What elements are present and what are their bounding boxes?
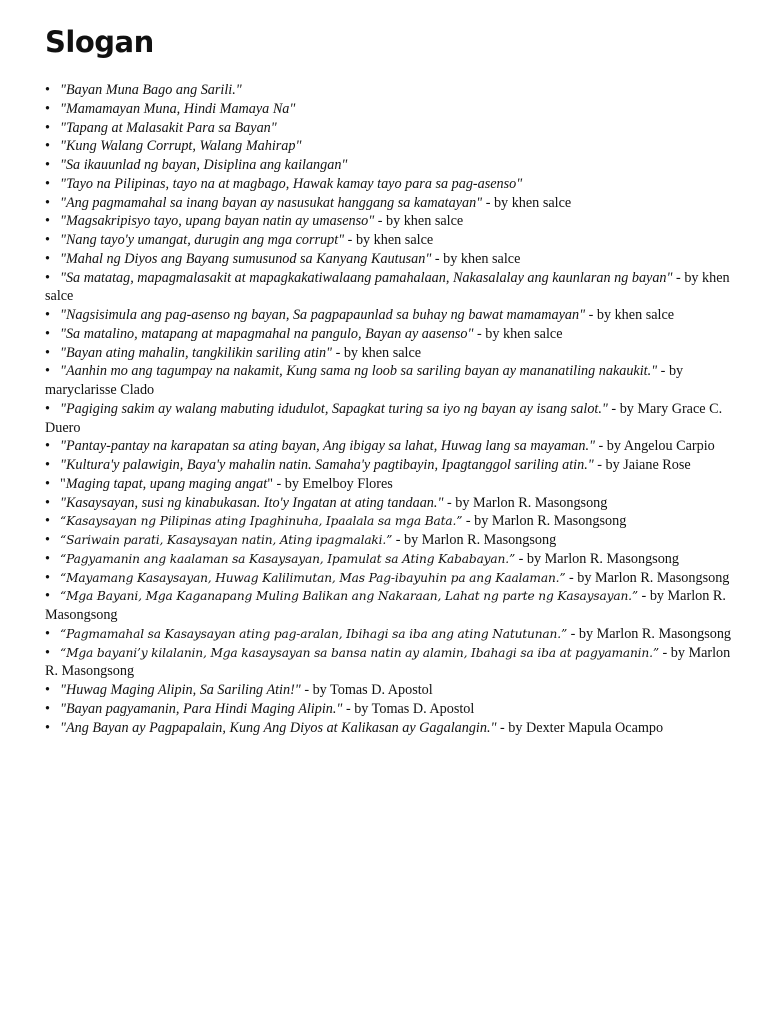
- bullet-icon: •: [45, 250, 50, 267]
- slogan-quote: "Nang tayo'y umangat, durugin ang mga corrupt": [60, 232, 345, 248]
- slogan-item: [45, 194, 735, 213]
- slogan-item: [45, 550, 735, 569]
- slogan-quote: “Mayamang Kasaysayan, Huwag Kalilimutan, Mas Pag-ibayuhin pa ang Kaalaman.”: [60, 570, 566, 585]
- bullet-icon: •: [45, 532, 50, 548]
- bullet-icon: •: [45, 550, 50, 567]
- slogan-author: - by khen salce: [45, 269, 730, 305]
- page-title: Slogan: [45, 25, 154, 59]
- slogan-author: - by Emelboy Flores: [272, 475, 393, 492]
- slogan-quote: "Nagsisimula ang pag-asenso ng bayan, Sa pagpapaunlad sa buhay ng bawat mamamayan": [60, 307, 586, 323]
- bullet-icon: •: [45, 194, 50, 211]
- bullet-icon: •: [45, 307, 50, 323]
- slogan-author: - by Angelou Carpio: [594, 438, 715, 455]
- slogan-item: [45, 400, 735, 438]
- bullet-icon: •: [45, 82, 50, 98]
- slogan-author: - by khen salce: [332, 344, 422, 361]
- slogan-item: [45, 231, 735, 250]
- slogan-quote: "Mahal ng Diyos ang Bayang sumusunod sa Kanyang Kautusan": [60, 250, 432, 267]
- slogan-item: [45, 700, 735, 719]
- slogan-quote: "Maging tapat, upang maging angat": [60, 475, 273, 492]
- slogan-item: [45, 475, 735, 494]
- bullet-icon: •: [45, 438, 50, 455]
- slogan-author: - by Marlon R. Masongsong: [462, 513, 627, 530]
- slogan-item: [45, 306, 735, 325]
- bullet-icon: •: [45, 213, 50, 230]
- bullet-icon: •: [45, 719, 50, 736]
- slogan-item: [45, 569, 735, 588]
- slogan-author: - by maryclarisse Clado: [45, 363, 684, 398]
- bullet-icon: •: [45, 457, 50, 473]
- slogan-quote: "Bayan ating mahalin, tangkilikin sariling atin": [60, 344, 333, 361]
- slogan-item: [45, 137, 735, 156]
- bullet-icon: •: [45, 569, 50, 586]
- bullet-icon: •: [45, 475, 50, 492]
- slogan-item: [45, 437, 735, 456]
- slogan-item: [45, 212, 735, 231]
- slogan-quote: “Kasaysayan ng Pilipinas ating Ipaghinuha, Ipaalala sa mga Bata.”: [60, 514, 463, 529]
- bullet-icon: •: [45, 232, 50, 248]
- slogan-quote: “Mga Bayani, Mga Kaganapang Muling Balikan ang Nakaraan, Lahat ng parte ng Kasaysayan.”: [60, 589, 638, 604]
- bullet-icon: •: [45, 400, 50, 417]
- slogan-author: - by Marlon R. Masongsong: [45, 644, 731, 680]
- bullet-icon: •: [45, 494, 50, 511]
- bullet-icon: •: [45, 344, 50, 361]
- bullet-icon: •: [45, 157, 50, 173]
- slogan-author: - by Marlon R. Masongsong: [443, 494, 608, 511]
- slogan-item: [45, 325, 735, 344]
- bullet-icon: •: [45, 644, 50, 661]
- slogan-item: [45, 250, 735, 269]
- slogan-quote: “Pagmamahal sa Kasaysayan ating pag-aralan, Ibihagi sa iba ang ating Natutunan.”: [60, 626, 568, 641]
- bullet-icon: •: [45, 700, 50, 717]
- bullet-icon: •: [45, 682, 50, 698]
- bullet-icon: •: [45, 119, 50, 136]
- slogan-quote: "Bayan pagyamanin, Para Hindi Maging Alipin.": [60, 700, 343, 717]
- slogan-list: [45, 81, 735, 737]
- bullet-icon: •: [45, 269, 50, 286]
- slogan-author: - by Marlon R. Masongsong: [515, 550, 679, 567]
- slogan-quote: "Pantay-pantay na karapatan sa ating bayan, Ang ibigay sa lahat, Huwag lang sa mayaman.": [60, 438, 595, 455]
- slogan-item: [45, 119, 735, 138]
- slogan-author: - by khen salce: [482, 194, 572, 211]
- slogan-quote: "Pagiging sakim ay walang mabuting idudulot, Sapagkat turing sa iyo ng bayan ay isang salot.": [60, 400, 608, 417]
- slogan-quote: "Huwag Maging Alipin, Sa Sariling Atin!": [60, 682, 301, 698]
- slogan-author: - by khen salce: [473, 325, 563, 342]
- slogan-quote: "Kasaysayan, susi ng kinabukasan. Ito'y Ingatan at ating tandaan.": [60, 494, 444, 511]
- bullet-icon: •: [45, 175, 50, 192]
- slogan-item: [45, 587, 735, 625]
- bullet-icon: •: [45, 625, 50, 642]
- slogan-author: - by Dexter Mapula Ocampo: [496, 719, 664, 736]
- slogan-author: - by Mary Grace C. Duero: [45, 400, 723, 436]
- slogan-item: [45, 362, 735, 400]
- slogan-quote: "Mamamayan Muna, Hindi Mamaya Na": [60, 100, 296, 117]
- slogan-item: [45, 644, 735, 682]
- slogan-quote: "Ang pagmamahal sa inang bayan ay nasusukat hanggang sa kamatayan": [60, 194, 483, 211]
- slogan-quote: "Aanhin mo ang tagumpay na nakamit, Kung sama ng loob sa sariling bayan ay mananatiling nakaukit.": [60, 363, 658, 380]
- slogan-quote: "Sa ikauunlad ng bayan, Disiplina ang kailangan": [60, 157, 348, 173]
- slogan-author: - by Jaiane Rose: [593, 457, 691, 473]
- slogan-item: [45, 269, 735, 307]
- slogan-author: - by khen salce: [585, 307, 675, 323]
- bullet-icon: •: [45, 513, 50, 530]
- slogan-item: [45, 494, 735, 513]
- slogan-quote: "Tayo na Pilipinas, tayo na at magbago, Hawak kamay tayo para sa pag-asenso": [60, 175, 523, 192]
- slogan-quote: "Kultura'y palawigin, Baya'y mahalin natin. Samaha'y pagtibayin, Ipagtanggol sariling atin.": [60, 457, 594, 473]
- slogan-item: [45, 156, 735, 175]
- slogan-author: - by Marlon R. Masongsong: [567, 625, 732, 642]
- slogan-item: [45, 719, 735, 738]
- slogan-author: - by khen salce: [431, 250, 521, 267]
- slogan-author: - by Marlon R. Masongsong: [565, 569, 730, 586]
- slogan-quote: “Sariwain parati, Kasaysayan natin, Ating ipagmalaki.”: [60, 533, 393, 547]
- slogan-author: - by Marlon R. Masongsong: [392, 532, 557, 548]
- slogan-item: [45, 175, 735, 194]
- slogan-quote: "Bayan Muna Bago ang Sarili.": [60, 82, 242, 98]
- slogan-item: [45, 512, 735, 531]
- slogan-quote: "Sa matalino, matapang at mapagmahal na pangulo, Bayan ay aasenso": [60, 325, 474, 342]
- slogan-item: [45, 344, 735, 363]
- slogan-quote: "Kung Walang Corrupt, Walang Mahirap": [60, 138, 302, 155]
- slogan-quote: "Ang Bayan ay Pagpapalain, Kung Ang Diyos at Kalikasan ay Gagalangin.": [60, 719, 497, 736]
- slogan-quote: “Pagyamanin ang kaalaman sa Kasaysayan, Ipamulat sa Ating Kababayan.”: [60, 551, 516, 566]
- bullet-icon: •: [45, 588, 50, 605]
- bullet-icon: •: [45, 363, 50, 380]
- slogan-author: - by Tomas D. Apostol: [342, 700, 475, 717]
- slogan-item: [45, 531, 735, 550]
- slogan-item: [45, 625, 735, 644]
- slogan-author: - by Marlon R. Masongsong: [45, 588, 726, 623]
- slogan-quote: "Magsakripisyo tayo, upang bayan natin ay umasenso": [60, 213, 375, 230]
- slogan-item: [45, 681, 735, 700]
- slogan-item: [45, 456, 735, 475]
- slogan-author: - by Tomas D. Apostol: [300, 682, 433, 698]
- slogan-quote: “Mga bayani’y kilalanin, Mga kasaysayan sa bansa natin ay alamin, Ibahagi sa iba at pagyamanin.”: [60, 645, 659, 660]
- slogan-quote: "Sa matatag, mapagmalasakit at mapagkakatiwalaang pamahalaan, Nakasalalay ang kaunlaran ng bayan": [60, 269, 673, 286]
- bullet-icon: •: [45, 325, 50, 342]
- slogan-item: [45, 81, 735, 100]
- bullet-icon: •: [45, 138, 50, 155]
- slogan-quote: "Tapang at Malasakit Para sa Bayan": [60, 119, 277, 136]
- slogan-author: - by khen salce: [344, 232, 434, 248]
- bullet-icon: •: [45, 100, 50, 117]
- slogan-author: - by khen salce: [374, 213, 464, 230]
- slogan-item: [45, 100, 735, 119]
